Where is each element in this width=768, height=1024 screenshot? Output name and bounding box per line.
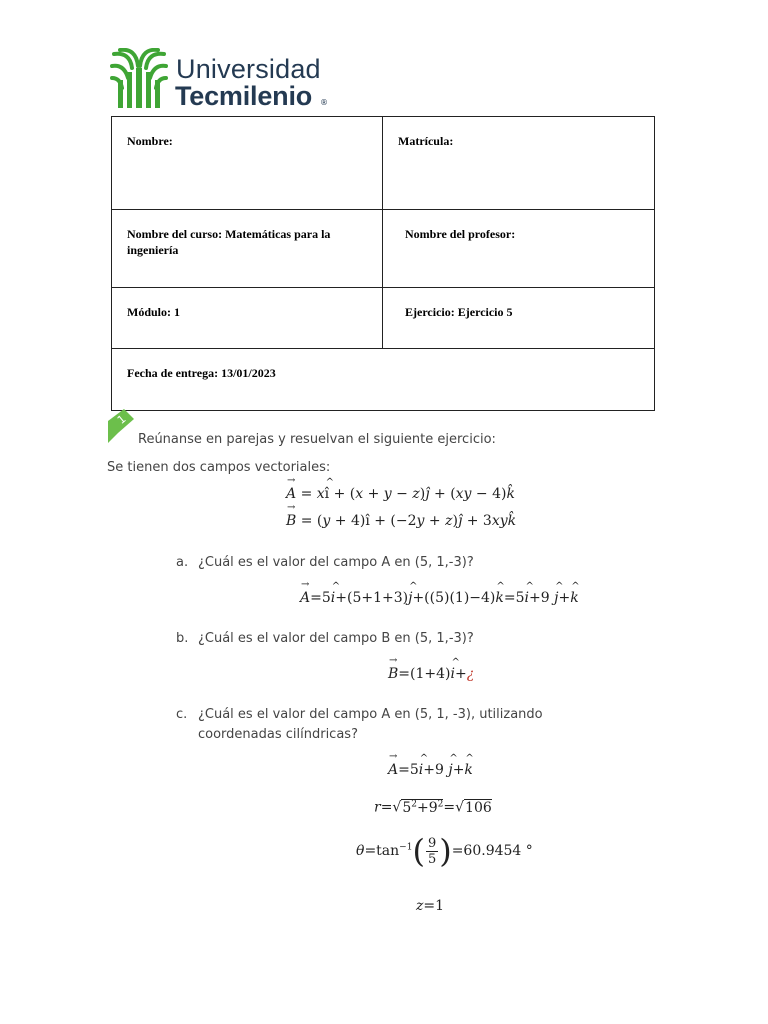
question-label: b. (176, 631, 189, 646)
table-row (112, 117, 655, 210)
cell-ejercicio: Ejercicio: Ejercicio 5 (383, 288, 655, 349)
table-row (112, 210, 655, 288)
cell-fecha: Fecha de entrega: 13/01/2023 (112, 349, 655, 411)
table-row (112, 349, 655, 411)
question-label: a. (176, 555, 189, 570)
answer-a: → A=5^ i+(5+1+3)^ j+((5)(1)−4)^ k=5^ i+9 ^ j+^ k (300, 590, 579, 606)
intro-text: Se tienen dos campos vectoriales: (107, 460, 331, 475)
logo-text-tecmilenio: Tecmilenio (175, 81, 313, 111)
svg-text:1: 1 (114, 412, 129, 427)
student-info-table (111, 116, 655, 411)
cell-modulo: Módulo: 1 (112, 288, 383, 349)
answer-c-theta: $\theta=\tan^{-1}$( $\frac{9}{5}$ )=60.9454 ° (356, 832, 533, 870)
question-text: ¿Cuál es el valor del campo A en (5, 1, -3), utilizando coordenadas cilíndricas? (198, 707, 543, 742)
cell-profesor: Nombre del profesor: (383, 210, 655, 288)
field-a-definition: → A = x^ î + (x + y − z)ĵ + (xy − 4)k̂ (286, 486, 515, 502)
answer-c-z: z=1 (416, 898, 445, 914)
answer-c-radius: $r=√5^2+9^2=√106$ (374, 799, 492, 816)
question-text: ¿Cuál es el valor del campo B en (5, 1,-3)? (198, 631, 474, 646)
instruction-text: Reúnanse en parejas y resuelvan el siguiente ejercicio: (138, 432, 496, 447)
field-b-definition: → B = (y + 4)î + (−2y + z)ĵ + 3xyk̂ (286, 513, 516, 529)
answer-b-error-glyph: ¿ (466, 666, 475, 682)
logo-mark-icon (110, 48, 168, 110)
university-logo (110, 48, 340, 114)
cell-matricula: Matrícula: (383, 117, 655, 210)
table-row (112, 288, 655, 349)
question-label: c. (176, 707, 188, 722)
logo-registered-mark: ® (320, 98, 328, 107)
question-text: ¿Cuál es el valor del campo A en (5, 1,-3)? (198, 555, 474, 570)
pencil-icon (106, 409, 136, 451)
logo-text-universidad: Universidad (176, 54, 321, 84)
cell-curso: Nombre del curso: Matemáticas para la ingeniería (112, 210, 383, 288)
cell-nombre: Nombre: (112, 117, 383, 210)
answer-c-vector: → A=5^ i+9 ^ j+^ k (388, 762, 473, 778)
answer-b: → B=(1+4)^ i+¿ (388, 666, 474, 682)
